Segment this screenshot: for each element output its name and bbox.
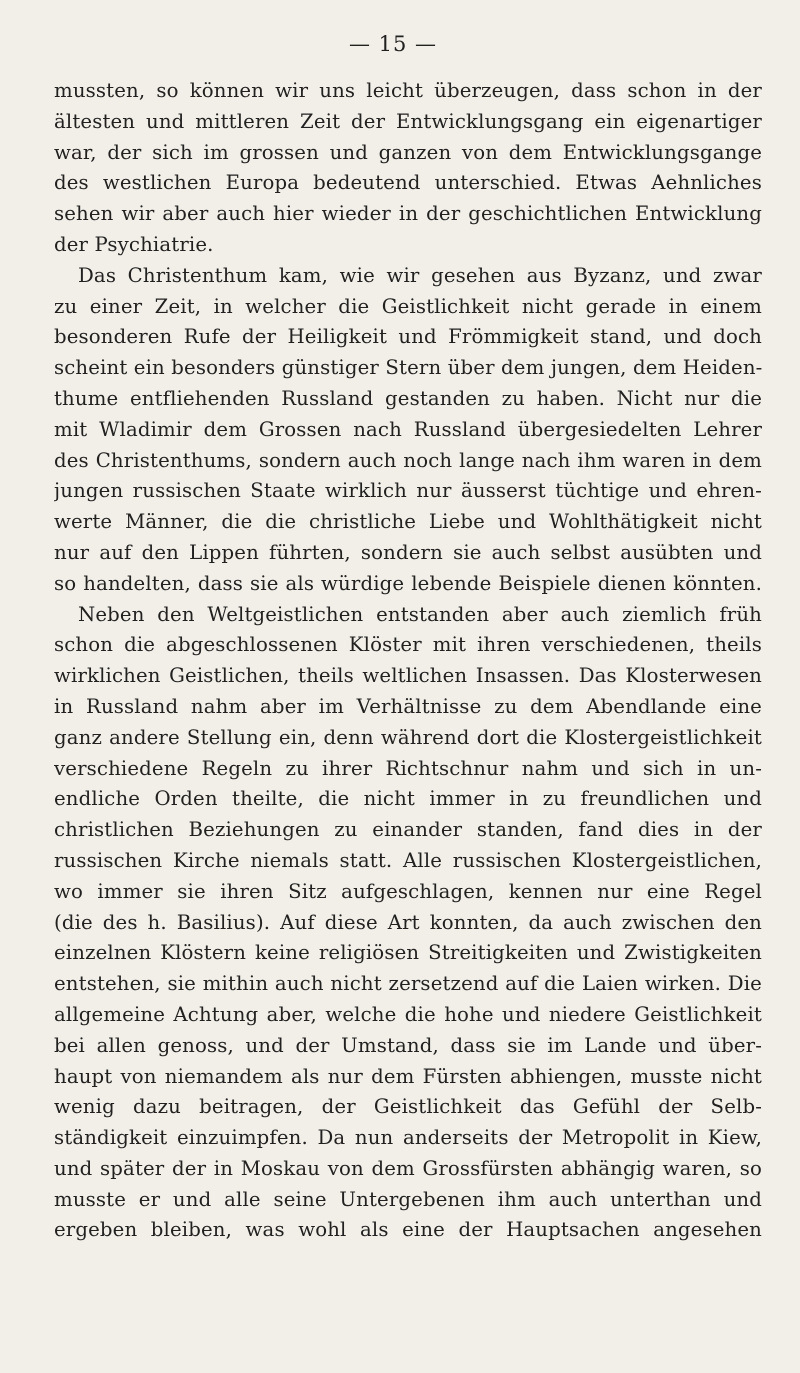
text-line: sehen wir aber auch hier wieder in der geschichtlichen Entwicklung [54, 202, 762, 226]
text-line: wenig dazu beitragen, der Geistlichkeit das Gefühl der Selb- [54, 1095, 762, 1119]
text-line: haupt von niemandem als nur dem Fürsten abhiengen, musste nicht [54, 1064, 762, 1088]
text-line: allgemeine Achtung aber, welche die hohe und niedere Geistlichkeit [54, 1002, 762, 1026]
text-line: musste er und alle seine Untergebenen ihm auch unterthan und [54, 1187, 762, 1211]
text-line: wo immer sie ihren Sitz aufgeschlagen, kennen nur eine Regel [54, 879, 762, 903]
text-line: schon die abgeschlossenen Klöster mit ihren verschiedenen, theils [54, 633, 762, 657]
text-line: der Psychiatrie. [54, 232, 214, 256]
text-line: ältesten und mittleren Zeit der Entwicklungsgang ein eigenartiger [54, 109, 762, 133]
text-line: Das Christenthum kam, wie wir gesehen aus Byzanz, und zwar [78, 263, 762, 287]
text-line: war, der sich im grossen und ganzen von dem Entwicklungsgange [54, 140, 762, 164]
text-line: zu einer Zeit, in welcher die Geistlichkeit nicht gerade in einem [54, 294, 762, 318]
text-line: verschiedene Regeln zu ihrer Richtschnur nahm und sich in un- [54, 756, 762, 780]
text-line: des Christenthums, sondern auch noch lange nach ihm waren in dem [54, 448, 762, 472]
text-line: entstehen, sie mithin auch nicht zersetzend auf die Laien wirken. Die [54, 972, 762, 996]
text-line: christlichen Beziehungen zu einander standen, fand dies in der [54, 818, 762, 842]
text-line: werte Männer, die die christliche Liebe und Wohlthätigkeit nicht [54, 510, 762, 534]
text-line: Neben den Weltgeistlichen entstanden aber auch ziemlich früh [78, 602, 762, 626]
text-line: thume entfliehenden Russland gestanden zu haben. Nicht nur die [54, 386, 762, 410]
text-line: mit Wladimir dem Grossen nach Russland übergesiedelten Lehrer [54, 417, 762, 441]
text-line: in Russland nahm aber im Verhältnisse zu dem Abendlande eine [54, 694, 762, 718]
text-line: endliche Orden theilte, die nicht immer in zu freundlichen und [54, 787, 762, 811]
text-line: (die des h. Basilius). Auf diese Art konnten, da auch zwischen den [54, 910, 762, 934]
text-line: und später der in Moskau von dem Grossfürsten abhängig waren, so [54, 1156, 762, 1180]
text-line: scheint ein besonders günstiger Stern über dem jungen, dem Heiden- [54, 356, 762, 380]
text-line: des westlichen Europa bedeutend unterschied. Etwas Aehnliches [54, 171, 762, 195]
text-line: besonderen Rufe der Heiligkeit und Frömmigkeit stand, und doch [54, 325, 762, 349]
page-number: — 15 — [348, 32, 438, 56]
text-line: ergeben bleiben, was wohl als eine der Hauptsachen angesehen [54, 1218, 762, 1242]
text-line: einzelnen Klöstern keine religiösen Streitigkeiten und Zwistigkeiten [54, 941, 762, 965]
text-line: mussten, so können wir uns leicht überzeugen, dass schon in der [54, 79, 762, 102]
text-line: nur auf den Lippen führten, sondern sie auch selbst ausübten und [54, 540, 762, 564]
text-line: bei allen genoss, und der Umstand, dass sie im Lande und über- [54, 1033, 762, 1057]
text-line: wirklichen Geistlichen, theils weltlichen Insassen. Das Klosterwesen [54, 664, 762, 688]
body-text [54, 76, 762, 1246]
text-line: so handelten, dass sie als würdige lebende Beispiele dienen könnten. [54, 571, 762, 595]
text-line: ständigkeit einzuimpfen. Da nun anderseits der Metropolit in Kiew, [54, 1126, 762, 1150]
text-line: ganz andere Stellung ein, denn während dort die Klostergeistlichkeit [54, 725, 762, 749]
text-line: russischen Kirche niemals statt. Alle russischen Klostergeistlichen, [54, 848, 762, 872]
text-line: jungen russischen Staate wirklich nur äusserst tüchtige und ehren- [54, 479, 762, 503]
